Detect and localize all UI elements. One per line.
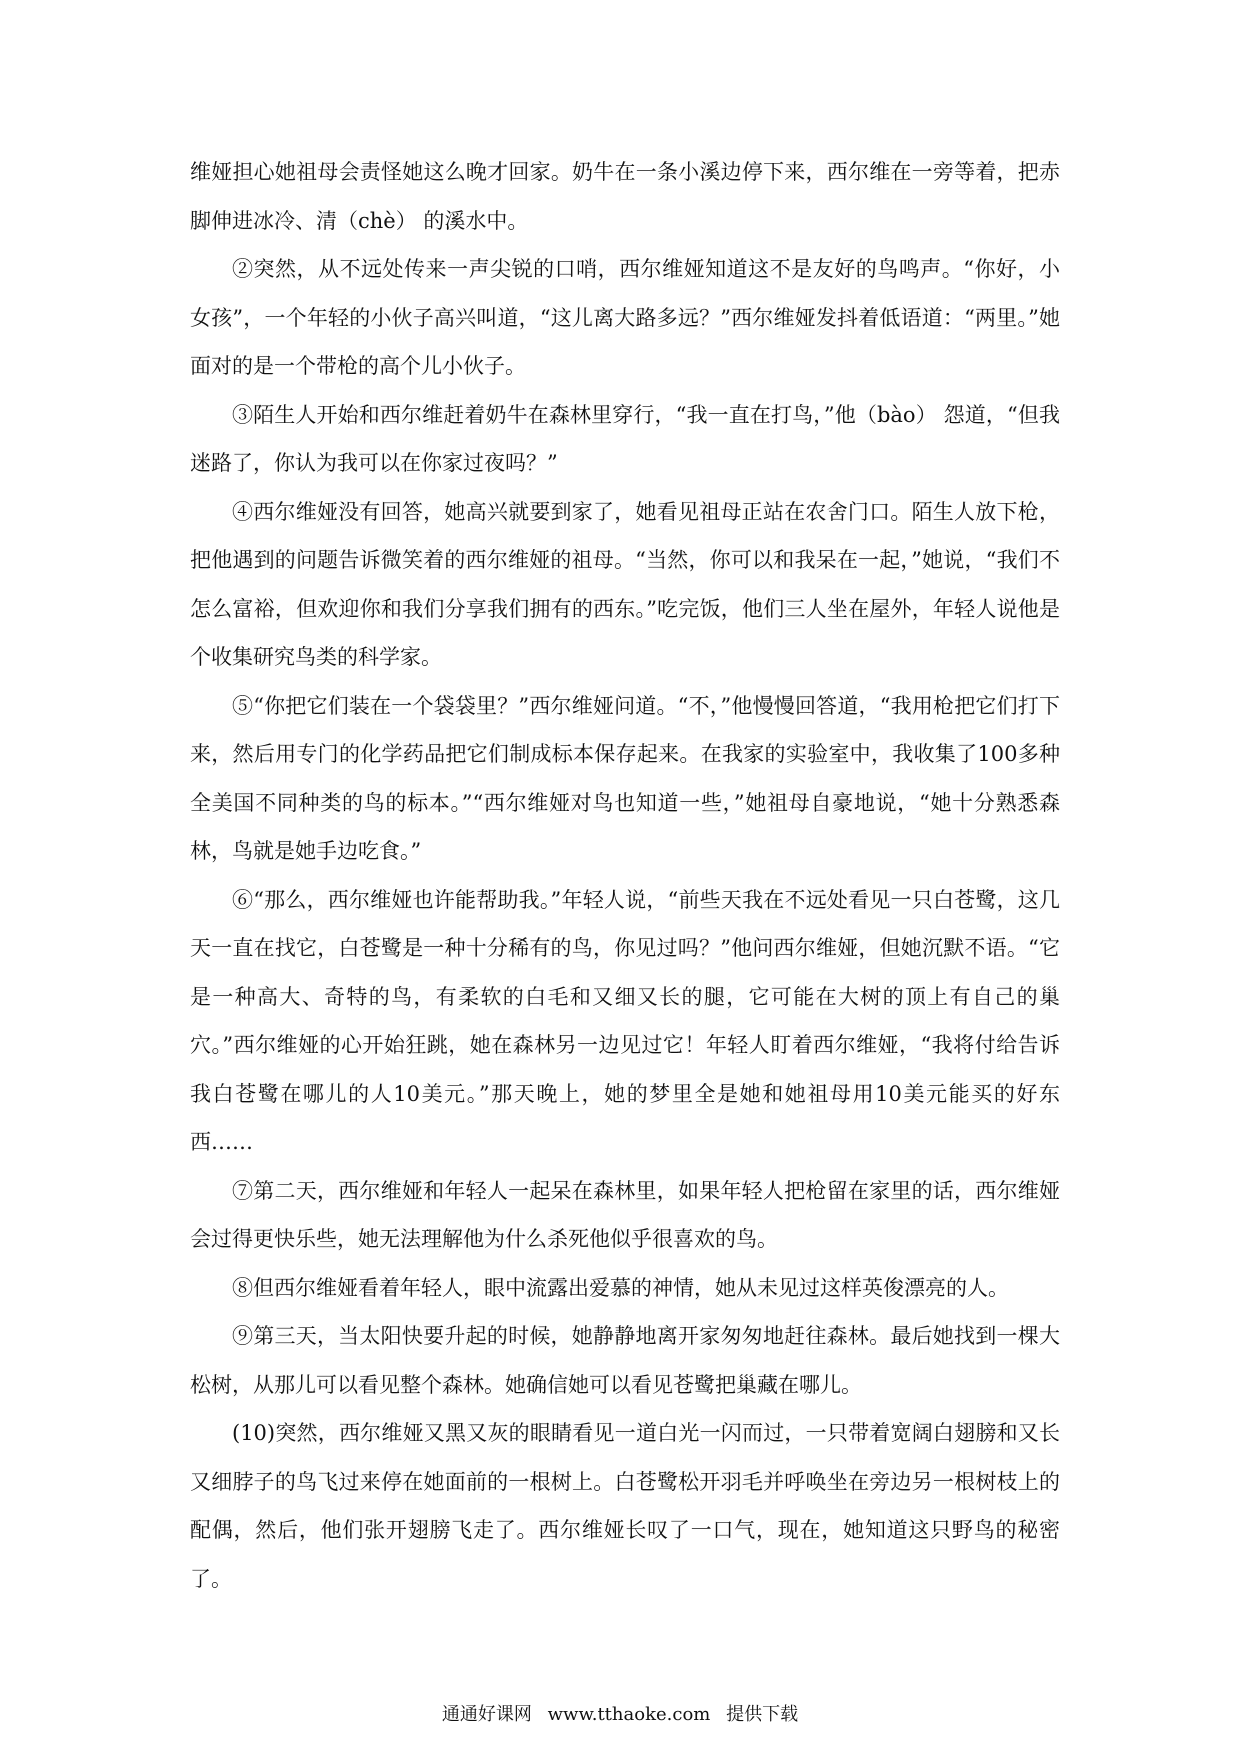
paragraph-8: ⑧但西尔维娅看着年轻人，眼中流露出爱慕的神情，她从未见过这样英俊漂亮的人。 bbox=[232, 1275, 1009, 1300]
paragraph-continued: 维娅担心她祖母会责怪她这么晚才回家。奶牛在一条小溪边停下来，西尔维在一旁等着，把赤脚伸进冰冷、清（chè） 的溪水中。 bbox=[190, 160, 1060, 233]
paragraph-2: ②突然，从不远处传来一声尖锐的口哨，西尔维娅知道这不是友好的鸟鸣声。“你好，小女孩”，一个年轻的小伙子高兴叫道，“这儿离大路多远？”西尔维娅发抖着低语道：“两里。”她面对的是一个带枪的高个儿小伙子。 bbox=[190, 257, 1060, 378]
paragraph-3: ③陌生人开始和西尔维赶着奶牛在森林里穿行，“我一直在打鸟，”他（bào） 怨道，“但我迷路了，你认为我可以在你家过夜吗？” bbox=[190, 402, 1060, 475]
paragraph-6: ⑥“那么，西尔维娅也许能帮助我。”年轻人说，“前些天我在不远处看见一只白苍鹭，这几天一直在找它，白苍鹭是一种十分稀有的鸟，你见过吗？”他问西尔维娅，但她沉默不语。“它是一种高大、奇特的鸟，有柔软的白毛和又细又长的腿，它可能在大树的顶上有自己的巢穴。”西尔维娅的心开始狂跳，她在森林另一边见过它！年轻人盯着西尔维娅，“我将付给告诉我白苍鹭在哪儿的人10美元。”那天晚上，她的梦里全是她和她祖母用10美元能买的好东西…… bbox=[190, 887, 1060, 1154]
footer-site-name: 通通好课网 bbox=[441, 1704, 532, 1725]
paragraph-7: ⑦第二天，西尔维娅和年轻人一起呆在森林里，如果年轻人把枪留在家里的话，西尔维娅会过得更快乐些，她无法理解他为什么杀死他似乎很喜欢的鸟。 bbox=[190, 1178, 1060, 1251]
paragraph-4: ④西尔维娅没有回答，她高兴就要到家了，她看见祖母正站在农舍门口。陌生人放下枪，把他遇到的问题告诉微笑着的西尔维娅的祖母。“当然，你可以和我呆在一起，”她说，“我们不怎么富裕，但欢迎你和我们分享我们拥有的西东。”吃完饭，他们三人坐在屋外，年轻人说他是个收集研究鸟类的科学家。 bbox=[190, 499, 1060, 669]
footer-url[interactable]: www.tthaoke.com bbox=[547, 1704, 711, 1725]
paragraph-10: (10)突然，西尔维娅又黑又灰的眼睛看见一道白光一闪而过，一只带着宽阔白翅膀和又长又细脖子的鸟飞过来停在她面前的一根树上。白苍鹭松开羽毛并呼唤坐在旁边另一根树枝上的配偶，然后，他们张开翅膀飞走了。西尔维娅长叹了一口气，现在，她知道这只野鸟的秘密了。 bbox=[190, 1421, 1060, 1591]
page-footer bbox=[0, 1700, 1240, 1726]
footer-suffix: 提供下载 bbox=[726, 1704, 799, 1725]
paragraph-5: ⑤“你把它们装在一个袋袋里？”西尔维娅问道。“不，”他慢慢回答道，“我用枪把它们打下来，然后用专门的化学药品把它们制成标本保存起来。在我家的实验室中，我收集了100多种全美国不同种类的鸟的标本。”“西尔维娅对鸟也知道一些，”她祖母自豪地说，“她十分熟悉森林，鸟就是她手边吃食。” bbox=[190, 693, 1060, 863]
document-body bbox=[190, 148, 1060, 1603]
paragraph-9: ⑨第三天，当太阳快要升起的时候，她静静地离开家匆匆地赶往森林。最后她找到一棵大松树，从那儿可以看见整个森林。她确信她可以看见苍鹭把巢藏在哪儿。 bbox=[190, 1324, 1060, 1397]
